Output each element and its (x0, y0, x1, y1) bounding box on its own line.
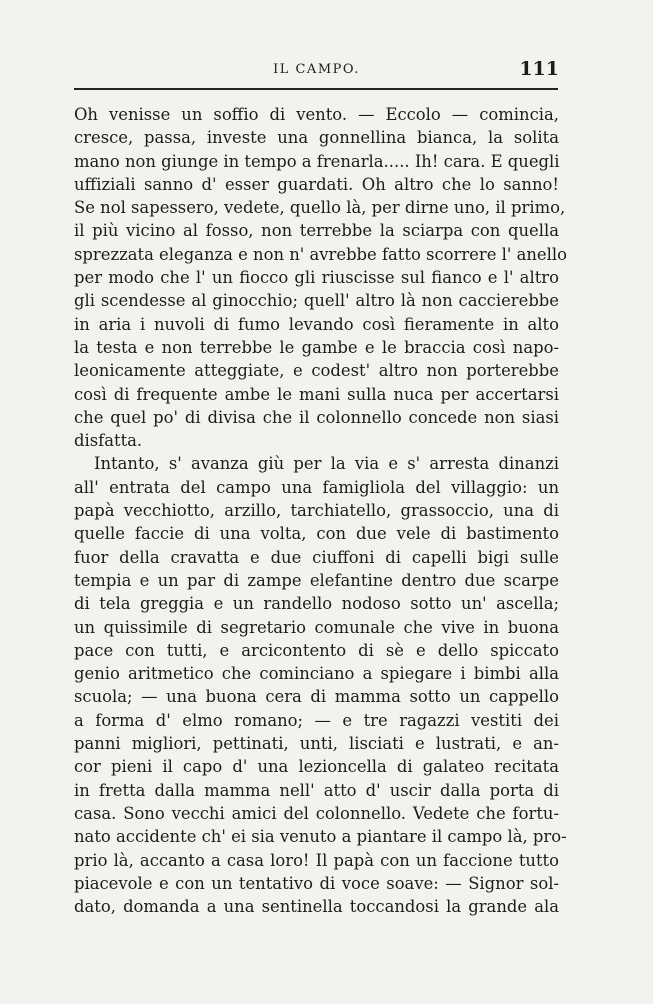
text-line: di tela greggia e un randello nodoso sotto un' ascella; (74, 594, 559, 614)
text-line: tempia e un par di zampe elefantine dentro due scarpe (74, 570, 559, 590)
text-line: sprezzata eleganza e non n' avrebbe fatto scorrere l' anello (74, 244, 567, 264)
page-header (74, 58, 559, 82)
text-line: panni migliori, pettinati, unti, lisciati e lustrati, e an- (74, 734, 559, 754)
text-line: casa. Sono vecchi amici del colonnello. Vedete che fortu- (74, 803, 559, 823)
text-line: mano non giunge in tempo a frenarla..... Ih! cara. E quegli (74, 151, 560, 171)
text-line: cor pieni il capo d' una lezioncella di galateo recitata (74, 757, 559, 777)
text-line: il più vicino al fosso, non terrebbe la sciarpa con quella (74, 221, 559, 241)
text-line: un quissimile di segretario comunale che vive in buona (74, 617, 559, 637)
text-line: quelle faccie di una volta, con due vele di bastimento (74, 524, 559, 544)
text-line: Oh venisse un soffio di vento. — Eccolo — comincia, (74, 105, 559, 124)
text-line: scuola; — una buona cera di mamma sotto un cappello (74, 687, 559, 707)
text-line: a forma d' elmo romano; — e tre ragazzi vestiti dei (74, 710, 559, 730)
text-line: piacevole e con un tentativo di voce soave: — Signor sol- (74, 873, 559, 893)
page-number: 111 (519, 58, 559, 80)
running-title: IL CAMPO. (273, 62, 360, 77)
text-line: pace con tutti, e arcicontento di sè e dello spiccato (74, 640, 559, 660)
text-line: leonicamente atteggiate, e codest' altro non porterebbe (74, 361, 559, 381)
text-line: la testa e non terrebbe le gambe e le braccia così napo- (74, 337, 559, 357)
text-line: in aria i nuvoli di fumo levando così fieramente in alto (74, 314, 559, 334)
text-line: uffiziali sanno d' esser guardati. Oh altro che lo sanno! (74, 174, 559, 194)
paragraph-start-line: Intanto, s' avanza giù per la via e s' arresta dinanzi (94, 454, 559, 474)
text-line: gli scendesse al ginocchio; quell' altro là non caccierebbe (74, 291, 559, 311)
text-line: cresce, passa, investe una gonnellina bianca, la solita (74, 128, 559, 148)
text-line: fuor della cravatta e due ciuffoni di capelli bigi sulle (74, 547, 559, 567)
header-rule (74, 88, 558, 90)
body-text (74, 103, 567, 918)
text-line: all' entrata del campo una famigliola del villaggio: un (74, 477, 559, 497)
text-line: nato accidente ch' ei sia venuto a piantare il campo là, pro- (74, 827, 567, 847)
text-line: prio là, accanto a casa loro! Il papà con un faccione tutto (74, 850, 559, 870)
text-line: papà vecchiotto, arzillo, tarchiatello, grassoccio, una di (74, 501, 559, 521)
text-line: per modo che l' un fiocco gli riuscisse sul fianco e l' altro (74, 268, 559, 288)
text-line: disfatta. (74, 431, 143, 451)
text-line: in fretta dalla mamma nell' atto d' uscir dalla porta di (74, 780, 559, 800)
text-line: così di frequente ambe le mani sulla nuca per accertarsi (74, 384, 559, 404)
text-line: che quel po' di divisa che il colonnello concede non siasi (74, 407, 559, 427)
text-line: Se nol sapessero, vedete, quello là, per dirne uno, il primo, (74, 198, 566, 218)
text-line: dato, domanda a una sentinella toccandosi la grande ala (74, 897, 559, 917)
text-line: genio aritmetico che cominciano a spiegare i bimbi alla (74, 664, 559, 684)
